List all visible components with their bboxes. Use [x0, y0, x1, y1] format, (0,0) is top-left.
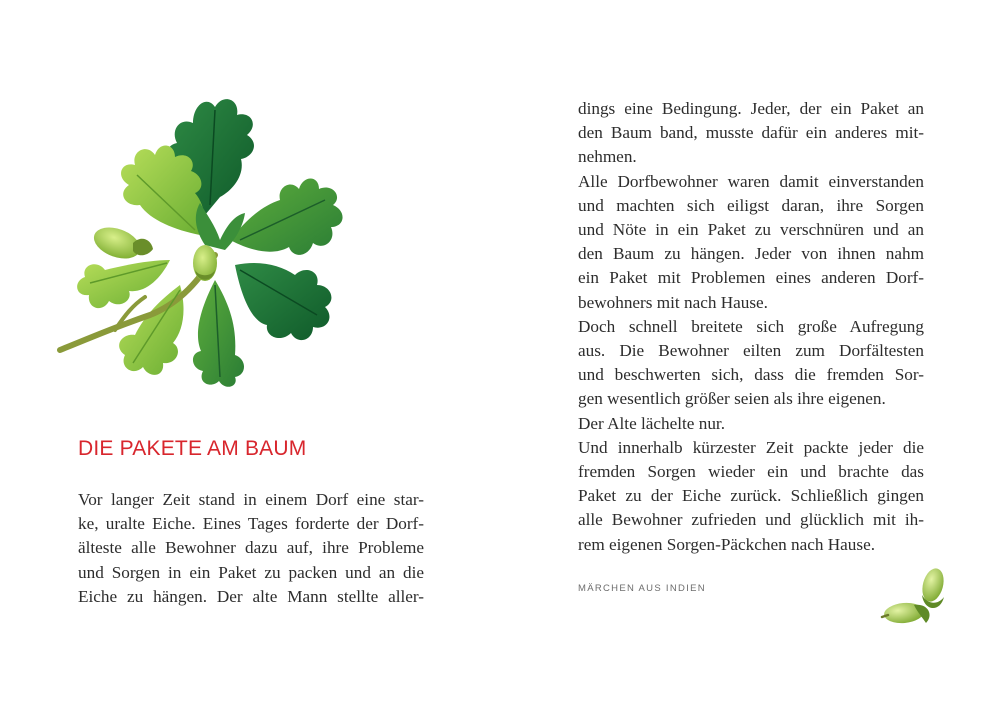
text-line: Vor langer Zeit stand in einem Dorf eine star- — [78, 490, 424, 509]
right-page — [500, 0, 1000, 712]
text-line: aus. Die Bewohner eilten zum Dorfältesten — [578, 341, 924, 361]
text-line: rem eigenen Sorgen-Päckchen nach Hause. — [578, 534, 876, 554]
text-line: fremden Sorgen wieder ein und brachte das — [578, 462, 924, 482]
text-line: ein Paket mit Problemen eines anderen Dorf- — [578, 268, 924, 288]
acorn-pair-icon — [878, 565, 950, 630]
text-line: den Baum zu hängen. Jeder von ihnen nahm — [578, 244, 924, 264]
story-source: MÄRCHEN AUS INDIEN — [578, 583, 706, 594]
text-line: Eiche zu hängen. Der alte Mann stellte aller- — [78, 586, 424, 606]
text-line: Und innerhalb kürzester Zeit packte jeder die — [578, 437, 924, 457]
text-line: und machten sich eiligst daran, ihre Sorgen — [578, 195, 924, 215]
left-page-text — [78, 488, 424, 609]
text-line: bewohners mit nach Hause. — [578, 292, 768, 312]
oak-leaves-with-acorns-icon — [55, 65, 375, 390]
text-line: Der Alte lächelte nur. — [578, 413, 725, 433]
text-line: dings eine Bedingung. Jeder, der ein Paket an — [578, 99, 924, 118]
text-line: Paket zu der Eiche zurück. Schließlich gingen — [578, 486, 924, 506]
text-line: Doch schnell breitete sich große Aufregung — [578, 316, 924, 336]
text-line: älteste alle Bewohner dazu auf, ihre Probleme — [78, 538, 424, 558]
story-title: DIE PAKETE AM BAUM — [78, 437, 307, 460]
text-line: alle Bewohner zufrieden und glücklich mit ih- — [578, 510, 924, 530]
text-line: gen wesentlich größer seien als ihre eigenen. — [578, 389, 886, 409]
text-line: ke, uralte Eiche. Eines Tages forderte der Dorf- — [78, 514, 424, 534]
text-line: und Sorgen in ein Paket zu packen und an die — [78, 562, 424, 582]
text-line: nehmen. — [578, 147, 637, 167]
text-line: und Nöte in ein Paket zu verschnüren und an — [578, 220, 924, 240]
text-line: Alle Dorfbewohner waren damit einverstanden — [578, 171, 924, 191]
text-line: und beschwerten sich, dass die fremden Sor- — [578, 365, 924, 385]
right-page-text — [578, 97, 924, 557]
text-line: den Baum band, musste dafür ein anderes mit- — [578, 123, 924, 143]
